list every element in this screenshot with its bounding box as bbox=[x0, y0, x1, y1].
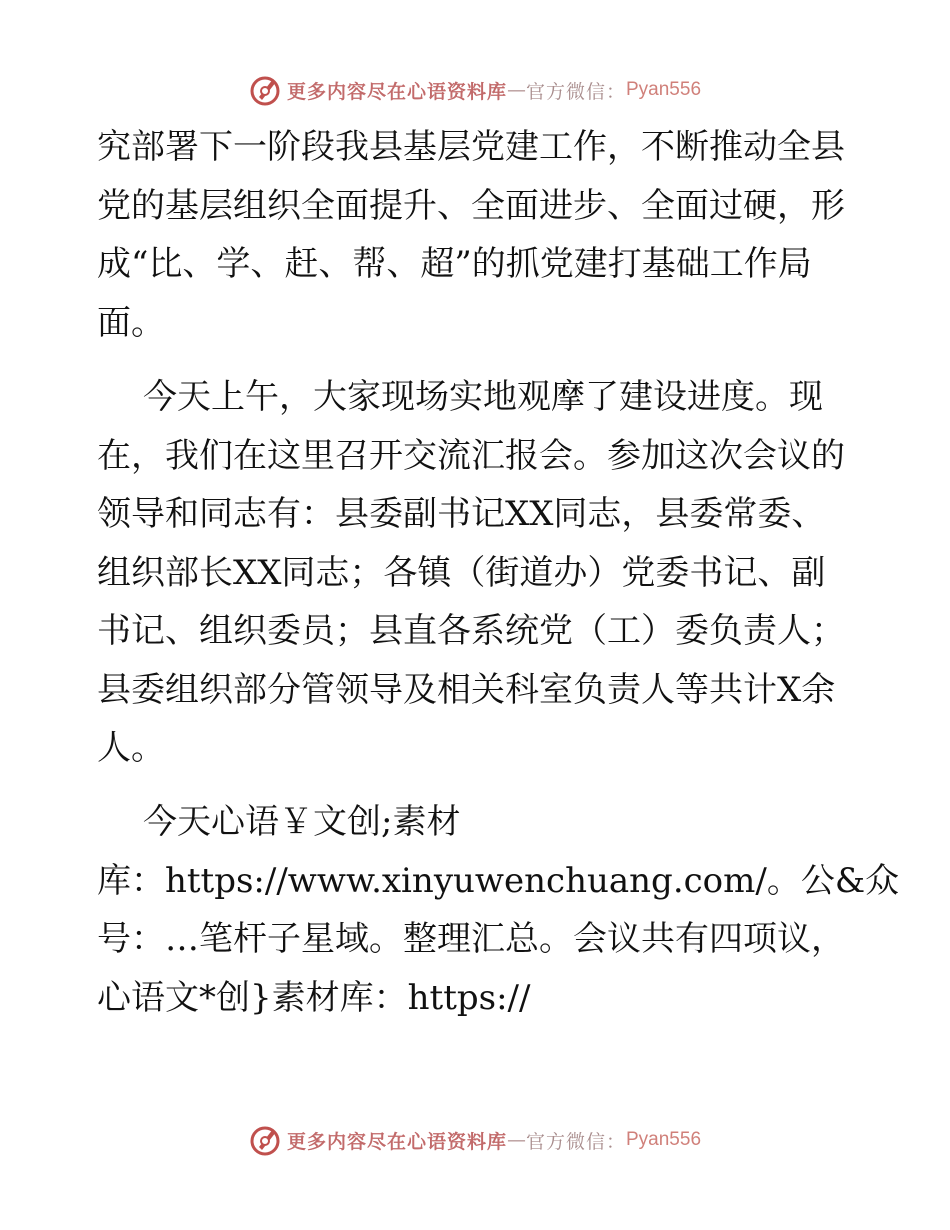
watermark-dash: — bbox=[506, 79, 526, 101]
text-line: 组织部长XX同志；各镇（街道办）党委书记、副 bbox=[97, 552, 826, 593]
text-line: 心语文*创}素材库：https:// bbox=[97, 977, 531, 1018]
text-line: 成“比、学、赶、帮、超”的抓党建打基础工作局 bbox=[97, 244, 812, 284]
watermark-main-text: 更多内容尽在心语资料库 bbox=[286, 80, 507, 103]
watermark-wechat-id: Pyan556 bbox=[626, 1129, 702, 1150]
text-line: 党的基层组织全面提升、全面进步、全面过硬，形 bbox=[97, 185, 845, 226]
watermark-dash: — bbox=[506, 1129, 526, 1151]
paragraph-3 bbox=[97, 793, 899, 1027]
text-line: 县委组织部分管领导及相关科室负责人等共计X余 bbox=[97, 669, 836, 710]
brand-logo-icon bbox=[249, 1123, 283, 1157]
text-line: 领导和同志有：县委副书记XX同志，县委常委、 bbox=[97, 494, 826, 534]
paragraph-2 bbox=[97, 368, 845, 778]
watermark-label: 官方微信： bbox=[525, 80, 626, 103]
paragraph-1 bbox=[97, 118, 845, 352]
text-line: 今天上午，大家现场实地观摩了建设进度。现 bbox=[143, 377, 823, 417]
text-line: 今天心语￥文创;素材 bbox=[143, 802, 461, 842]
brand-logo-icon bbox=[249, 73, 283, 107]
watermark-label: 官方微信： bbox=[525, 1130, 626, 1153]
text-line: 书记、组织委员；县直各系统党（工）委负责人； bbox=[97, 611, 845, 651]
text-line: 在，我们在这里召开交流汇报会。参加这次会议的 bbox=[97, 435, 845, 476]
watermark-main-text: 更多内容尽在心语资料库 bbox=[286, 1130, 507, 1153]
text-line: 究部署下一阶段我县基层党建工作，不断推动全县 bbox=[97, 127, 845, 167]
header-watermark bbox=[0, 70, 950, 110]
text-line: 号：…笔杆子星域。整理汇总。会议共有四项议， bbox=[97, 919, 845, 959]
text-line: 库：https://www.xinyuwenchuang.com/。公&众 bbox=[97, 860, 900, 901]
text-line: 人。 bbox=[97, 728, 165, 768]
watermark-wechat-id: Pyan556 bbox=[626, 79, 702, 100]
text-line: 面。 bbox=[97, 302, 165, 343]
footer-watermark bbox=[0, 1120, 950, 1160]
